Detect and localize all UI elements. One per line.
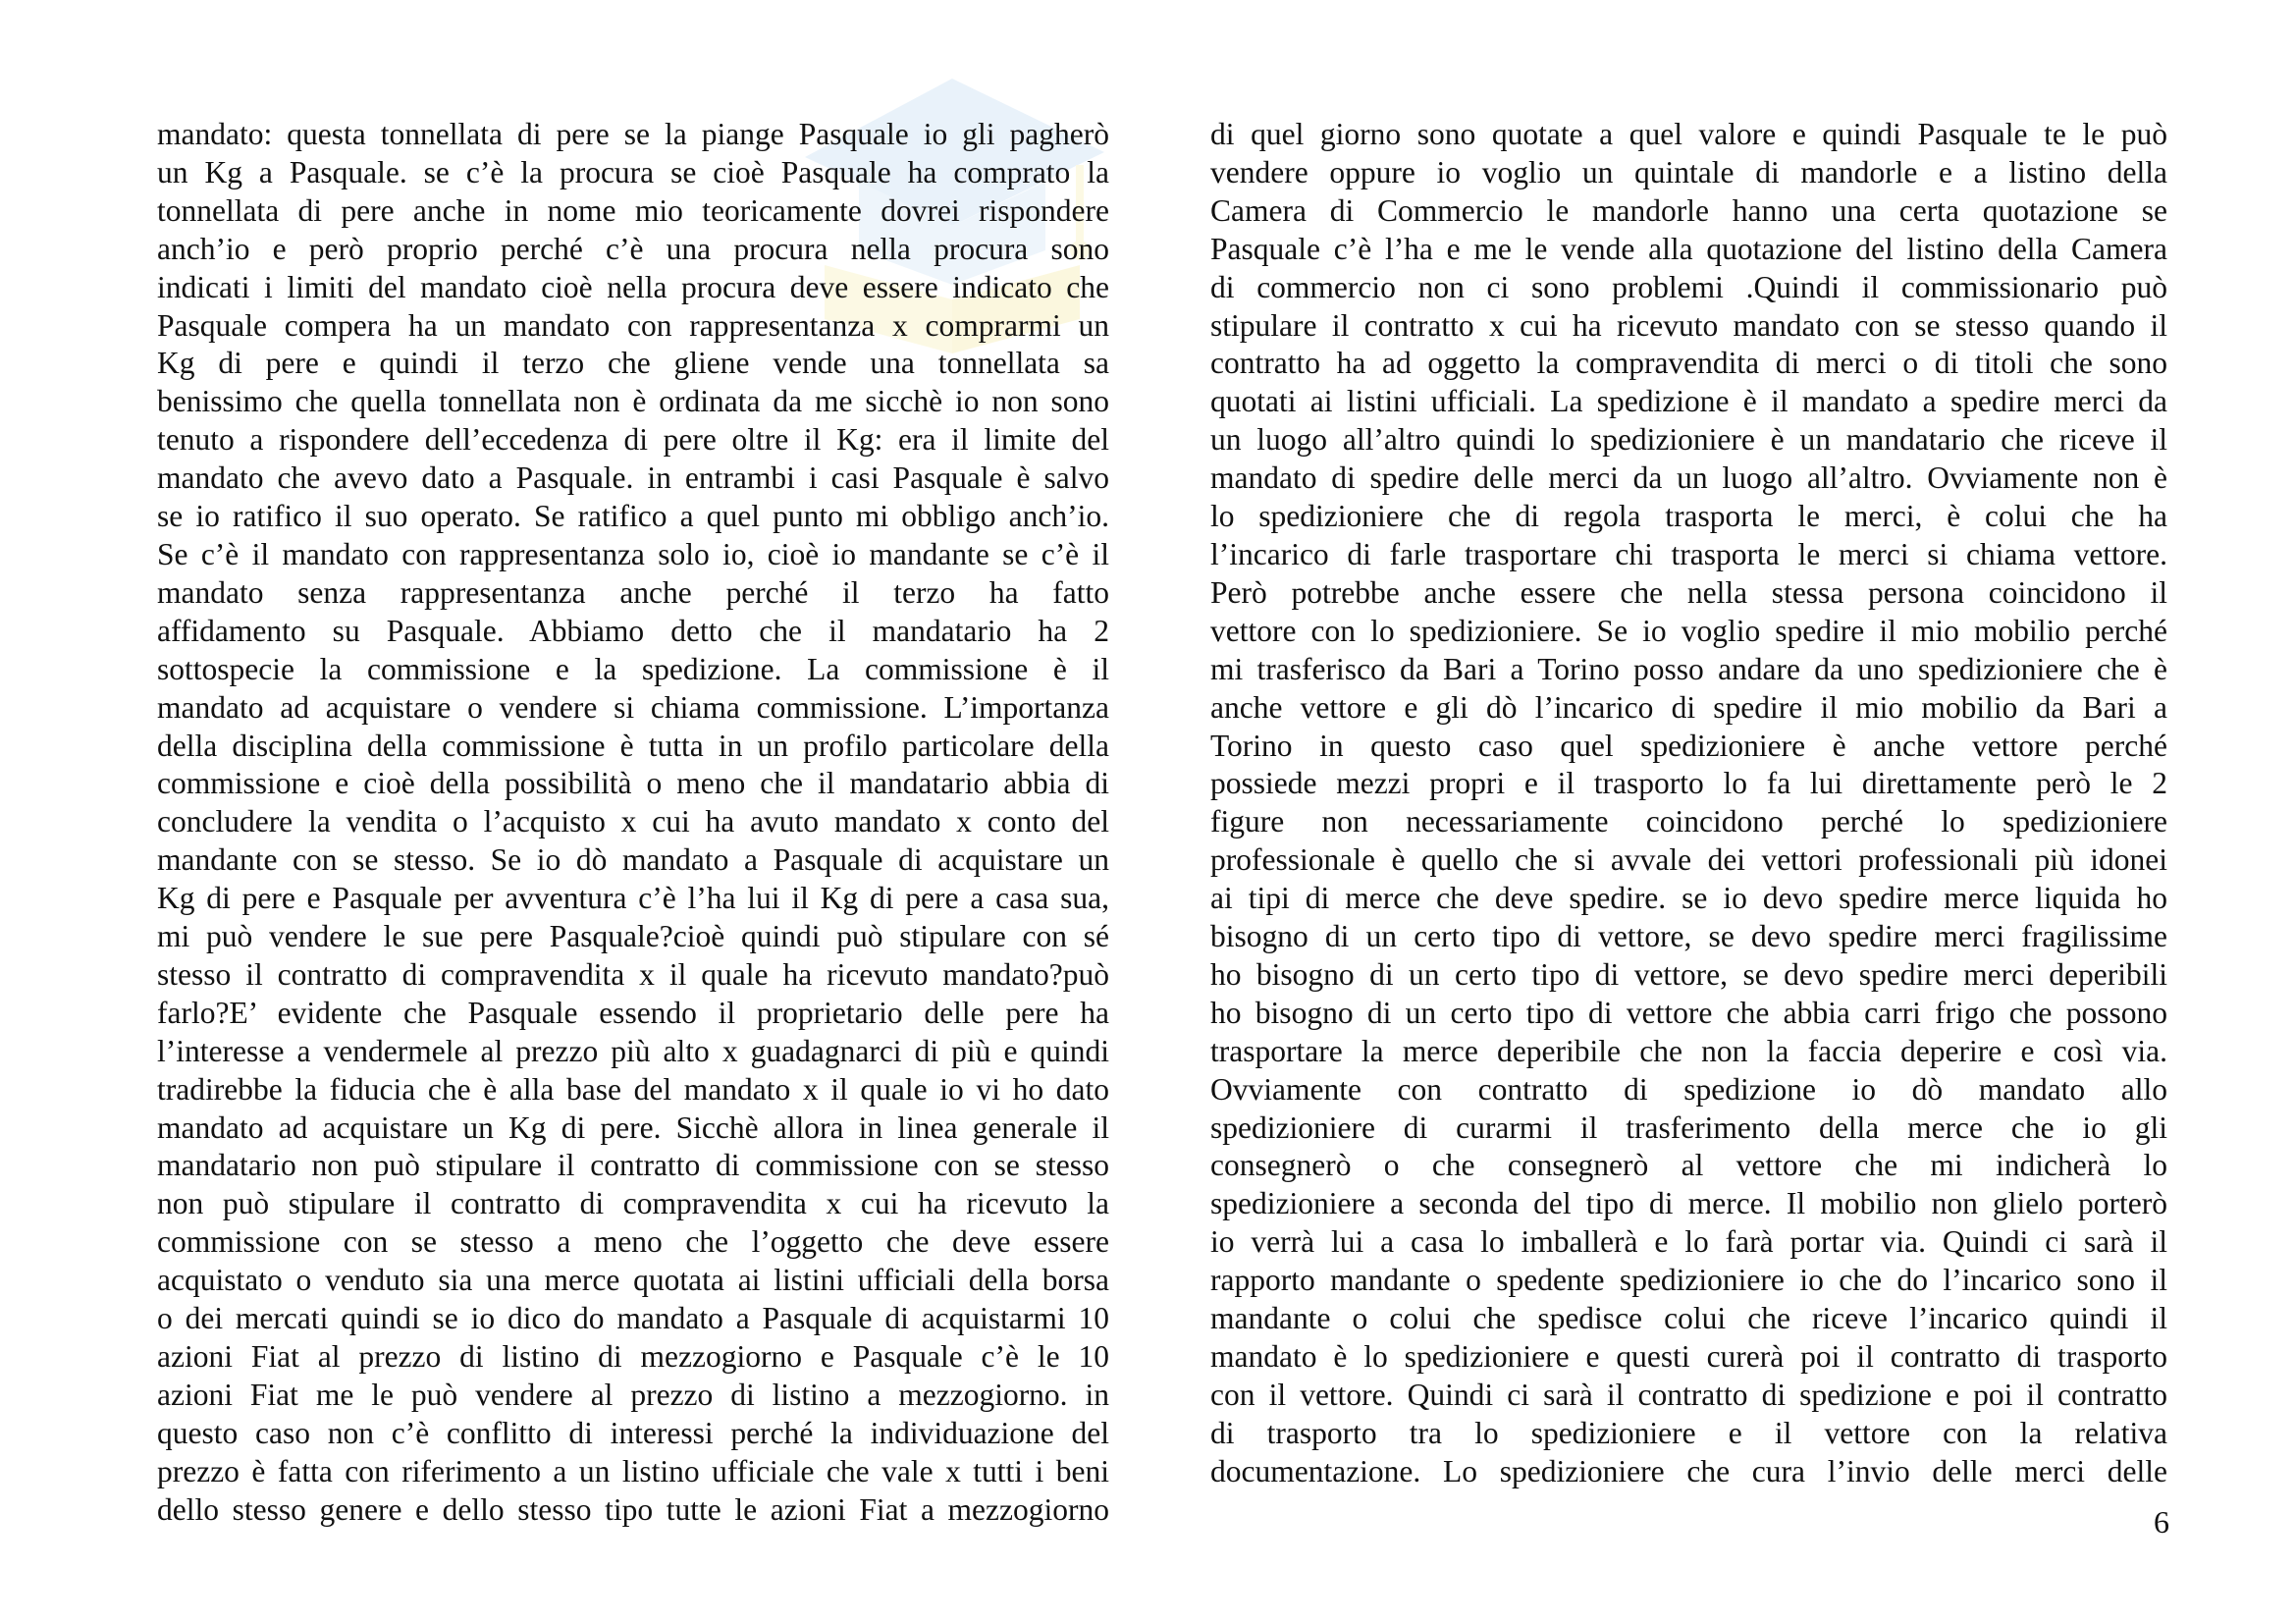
text-line: mandato ad acquistare un Kg di pere. Sicchè allora in linea generale il: [157, 1109, 1109, 1145]
text-line: azioni Fiat me le può vendere al prezzo di listino a mezzogiorno. in: [157, 1377, 1109, 1412]
text-line: io verrà lui a casa lo imballerà e lo farà portar via. Quindi ci sarà il: [1210, 1224, 2167, 1260]
text-line: l’incarico di farle trasportare chi trasporta le merci si chiama vettore.: [1210, 536, 2167, 571]
text-line: spedizioniere a seconda del tipo di merce. Il mobilio non glielo porterò: [1210, 1186, 2167, 1221]
text-line: professionale è quello che si avvale dei vettori professionali più idonei: [1210, 842, 2167, 878]
text-line: Kg di pere e Pasquale per avventura c’è l’ha lui il Kg di pere a casa sua,: [157, 881, 1109, 916]
text-line: o dei mercati quindi se io dico do mandato a Pasquale di acquistarmi 10: [157, 1301, 1109, 1336]
text-line: vettore con lo spedizioniere. Se io voglio spedire il mio mobilio perché: [1210, 613, 2167, 648]
text-line: anche vettore e gli dò l’incarico di spedire il mio mobilio da Bari a: [1210, 689, 2167, 725]
text-line: mandante o colui che spedisce colui che riceve l’incarico quindi il: [1210, 1301, 2167, 1336]
text-line: tonnellata di pere anche in nome mio teoricamente dovrei rispondere: [157, 192, 1109, 228]
text-line: consegnerò o che consegnerò al vettore che mi indicherà lo: [1210, 1148, 2167, 1183]
text-line: trasportare la merce deperibile che non la faccia deperire e così via.: [1210, 1033, 2167, 1068]
text-line: Camera di Commercio le mandorle hanno una certa quotazione se: [1210, 192, 2167, 228]
text-line: mandato: questa tonnellata di pere se la piange Pasquale io gli pagherò: [157, 117, 1109, 151]
text-line: prezzo è fatta con riferimento a un listino ufficiale che vale x tutti i beni: [157, 1453, 1109, 1488]
text-line: ai tipi di merce che deve spedire. se io devo spedire merce liquida ho: [1210, 881, 2167, 916]
text-line: tradirebbe la fiducia che è alla base del mandato x il quale io vi ho dato: [157, 1071, 1109, 1107]
text-line: ho bisogno di un certo tipo di vettore, se devo spedire merci deperibili: [1210, 956, 2167, 992]
text-line: affidamento su Pasquale. Abbiamo detto che il mandatario ha 2: [157, 613, 1109, 648]
text-line: mandatario non può stipulare il contratto di commissione con se stesso: [157, 1148, 1109, 1183]
text-line: figure non necessariamente coincidono perché lo spedizioniere: [1210, 804, 2167, 839]
left-text-column: [157, 116, 1109, 1530]
text-line: acquistato o venduto sia una merce quotata ai listini ufficiali della borsa: [157, 1263, 1109, 1298]
text-line: mandante con se stesso. Se io dò mandato a Pasquale di acquistare un: [157, 842, 1109, 878]
text-line: l’interesse a vendermele al prezzo più alto x guadagnarci di più e quindi: [157, 1033, 1109, 1068]
text-line: della disciplina della commissione è tutta in un profilo particolare della: [157, 728, 1109, 763]
text-line: farlo?E’ evidente che Pasquale essendo il proprietario delle pere ha: [157, 995, 1109, 1030]
text-line: documentazione. Lo spedizioniere che cura l’invio delle merci delle: [1210, 1453, 2167, 1488]
text-line: Torino in questo caso quel spedizioniere è anche vettore perché: [1210, 728, 2167, 763]
text-line: mi può vendere le sue pere Pasquale?cioè quindi può stipulare con sé: [157, 919, 1109, 954]
text-line: con il vettore. Quindi ci sarà il contratto di spedizione e poi il contratto: [1210, 1377, 2167, 1412]
text-line: di trasporto tra lo spedizioniere e il vettore con la relativa: [1210, 1415, 2167, 1450]
text-line: mandato senza rappresentanza anche perché il terzo ha fatto: [157, 574, 1109, 610]
text-line: spedizioniere di curarmi il trasferimento della merce che io gli: [1210, 1109, 2167, 1145]
text-line: mandato di spedire delle merci da un luogo all’altro. Ovviamente non è: [1210, 460, 2167, 496]
text-line: mandato è lo spedizioniere e questi curerà poi il contratto di trasporto: [1210, 1339, 2167, 1374]
text-line: benissimo che quella tonnellata non è ordinata da me sicchè io non sono: [157, 384, 1109, 419]
text-line: rapporto mandante o spedente spedizioniere io che do l’incarico sono il: [1210, 1263, 2167, 1298]
text-line: non può stipulare il contratto di compravendita x cui ha ricevuto la: [157, 1186, 1109, 1221]
right-text-column: [1210, 116, 2167, 1491]
text-line: stesso il contratto di compravendita x il quale ha ricevuto mandato?può: [157, 956, 1109, 992]
text-line: vendere oppure io voglio un quintale di mandorle e a listino della: [1210, 154, 2167, 189]
text-line: stipulare il contratto x cui ha ricevuto mandato con se stesso quando il: [1210, 307, 2167, 343]
text-line: indicati i limiti del mandato cioè nella procura deve essere indicato che: [157, 269, 1109, 304]
text-line: Se c’è il mandato con rappresentanza solo io, cioè io mandante se c’è il: [157, 536, 1109, 571]
text-line: Però potrebbe anche essere che nella stessa persona coincidono il: [1210, 574, 2167, 610]
text-line: ho bisogno di un certo tipo di vettore che abbia carri frigo che possono: [1210, 995, 2167, 1030]
text-line: mi trasferisco da Bari a Torino posso andare da uno spedizioniere che è: [1210, 651, 2167, 686]
text-line: commissione con se stesso a meno che l’oggetto che deve essere: [157, 1224, 1109, 1260]
text-line: azioni Fiat al prezzo di listino di mezzogiorno e Pasquale c’è le 10: [157, 1339, 1109, 1374]
text-line: commissione e cioè della possibilità o meno che il mandatario abbia di: [157, 766, 1109, 801]
text-line: quotati ai listini ufficiali. La spedizione è il mandato a spedire merci da: [1210, 384, 2167, 419]
text-line: possiede mezzi propri e il trasporto lo fa lui direttamente però le 2: [1210, 766, 2167, 801]
text-line: sottospecie la commissione e la spedizione. La commissione è il: [157, 651, 1109, 686]
text-line: Ovviamente con contratto di spedizione io dò mandato allo: [1210, 1071, 2167, 1107]
text-line: Kg di pere e quindi il terzo che gliene vende una tonnellata sa: [157, 346, 1109, 381]
text-line: questo caso non c’è conflitto di interessi perché la individuazione del: [157, 1415, 1109, 1450]
text-line: Pasquale c’è l’ha e me le vende alla quotazione del listino della Camera: [1210, 231, 2167, 266]
text-line: tenuto a rispondere dell’eccedenza di pere oltre il Kg: era il limite del: [157, 422, 1109, 458]
text-line: dello stesso genere e dello stesso tipo tutte le azioni Fiat a mezzogiorno: [157, 1491, 1109, 1527]
text-line: anch’io e però proprio perché c’è una procura nella procura sono: [157, 231, 1109, 266]
text-line: di quel giorno sono quotate a quel valore e quindi Pasquale te le può: [1210, 117, 2167, 151]
text-line: concludere la vendita o l’acquisto x cui ha avuto mandato x conto del: [157, 804, 1109, 839]
page-number: 6: [2154, 1504, 2169, 1540]
text-line: di commercio non ci sono problemi .Quindi il commissionario può: [1210, 269, 2167, 304]
text-line: bisogno di un certo tipo di vettore, se devo spedire merci fragilissime: [1210, 919, 2167, 954]
text-line: lo spedizioniere che di regola trasporta le merci, è colui che ha: [1210, 499, 2167, 534]
text-line: mandato ad acquistare o vendere si chiama commissione. L’importanza: [157, 689, 1109, 725]
text-line: un luogo all’altro quindi lo spedizioniere è un mandatario che riceve il: [1210, 422, 2167, 458]
text-line: contratto ha ad oggetto la compravendita di merci o di titoli che sono: [1210, 346, 2167, 381]
text-line: un Kg a Pasquale. se c’è la procura se cioè Pasquale ha comprato la: [157, 154, 1109, 189]
text-line: Pasquale compera ha un mandato con rappresentanza x comprarmi un: [157, 307, 1109, 343]
text-line: mandato che avevo dato a Pasquale. in entrambi i casi Pasquale è salvo: [157, 460, 1109, 496]
text-line: se io ratifico il suo operato. Se ratifico a quel punto mi obbligo anch’io.: [157, 499, 1109, 534]
